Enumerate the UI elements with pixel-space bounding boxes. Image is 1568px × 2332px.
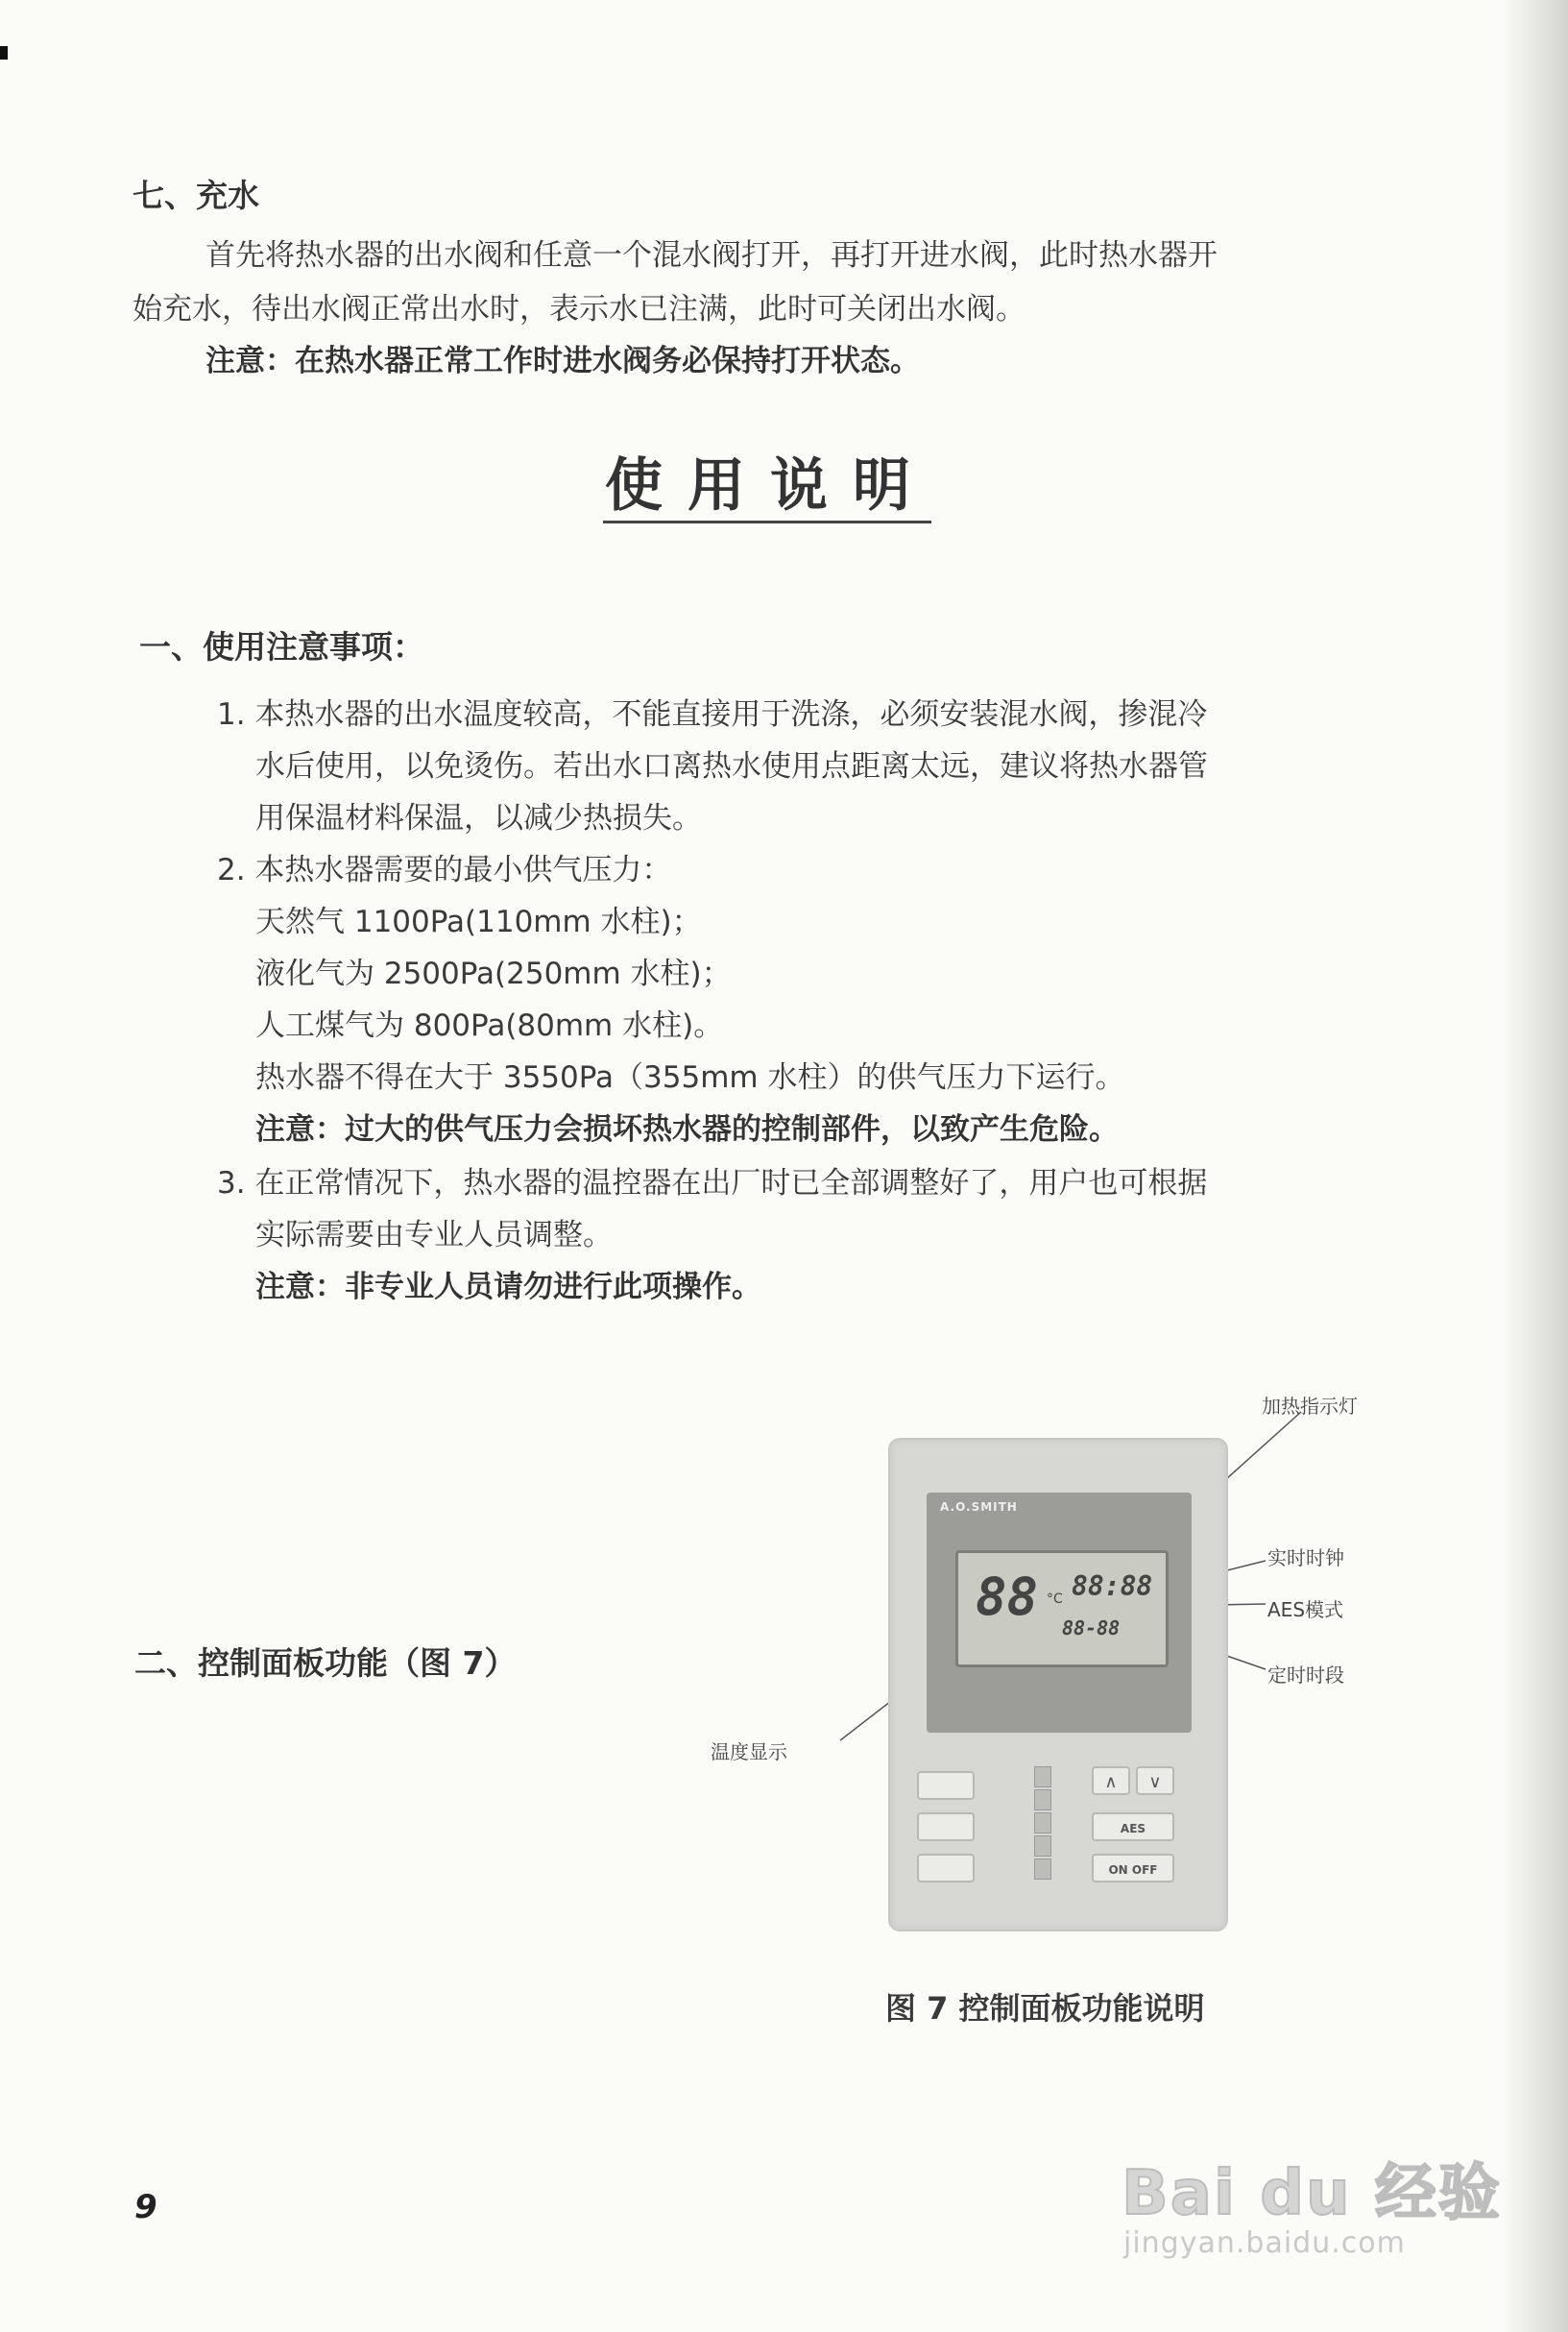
page-number: 9 bbox=[134, 2188, 157, 2226]
indicator-light-4 bbox=[1034, 1835, 1051, 1857]
indicator-light-5 bbox=[1034, 1858, 1051, 1880]
callout-temp-display: 温度显示 bbox=[711, 1740, 787, 1763]
callout-heating-light: 加热指示灯 bbox=[1262, 1395, 1358, 1418]
notice-item1-line3: 用保温材料保温，以减少热损失。 bbox=[255, 801, 702, 836]
section7-line2: 始充水，待出水阀正常出水时，表示水已注满，此时可关闭出水阀。 bbox=[133, 292, 1025, 327]
section7-line1: 首先将热水器的出水阀和任意一个混水阀打开，再打开进水阀，此时热水器开 bbox=[205, 238, 1218, 273]
section7-note: 注意：在热水器正常工作时进水阀务必保持打开状态。 bbox=[205, 344, 920, 378]
notice-item2-line2: 天然气 1100Pa(110mm 水柱)； bbox=[255, 905, 702, 939]
notice-item3-line2: 实际需要由专业人员调整。 bbox=[255, 1218, 613, 1252]
panel-section-heading: 二、控制面板功能（图 7） bbox=[134, 1644, 517, 1682]
section7-heading: 七、充水 bbox=[133, 177, 259, 214]
notice-item1-line2: 水后使用，以免烫伤。若出水口离热水使用点距离太远，建议将热水器管 bbox=[255, 749, 1208, 784]
heating-indicator-light bbox=[1034, 1766, 1051, 1787]
figure-caption: 图 7 控制面板功能说明 bbox=[885, 1990, 1205, 2027]
callout-timer-period: 定时时段 bbox=[1267, 1664, 1344, 1687]
mode-button-3 bbox=[917, 1854, 975, 1883]
notice-item3-note: 注意：非专业人员请勿进行此项操作。 bbox=[255, 1270, 761, 1304]
notice-heading: 一、使用注意事项： bbox=[139, 628, 424, 666]
mode-button-2 bbox=[917, 1812, 975, 1841]
on-off-button: ON OFF bbox=[1092, 1854, 1174, 1883]
panel-display-area bbox=[927, 1493, 1192, 1733]
lcd-temperature-unit: °C bbox=[1047, 1591, 1063, 1607]
notice-item2-line1: 2. 本热水器需要的最小供气压力： bbox=[217, 853, 672, 887]
page-title: 使用说明 bbox=[605, 452, 935, 520]
lcd-temperature: 88 bbox=[976, 1567, 1039, 1627]
control-panel-illustration bbox=[888, 1438, 1228, 1931]
baidu-watermark-logo: Bai du 经验 bbox=[1122, 2158, 1502, 2229]
indicator-light-2 bbox=[1034, 1789, 1051, 1810]
baidu-watermark-url: jingyan.baidu.com bbox=[1123, 2226, 1406, 2260]
brand-logo: A.O.SMITH bbox=[940, 1500, 1018, 1514]
mode-button-1 bbox=[917, 1771, 975, 1800]
notice-item1-line1: 1. 本热水器的出水温度较高，不能直接用于洗涤，必须安装混水阀，掺混冷 bbox=[217, 697, 1208, 732]
callout-aes-mode: AES模式 bbox=[1267, 1598, 1344, 1621]
notice-item2-line3: 液化气为 2500Pa(250mm 水柱)； bbox=[255, 957, 732, 991]
up-button: ∧ bbox=[1092, 1766, 1130, 1795]
lcd-clock: 88:88 bbox=[1072, 1570, 1153, 1602]
notice-item2-line4: 人工煤气为 800Pa(80mm 水柱)。 bbox=[255, 1008, 724, 1043]
notice-item3-line1: 3. 在正常情况下，热水器的温控器在出厂时已全部调整好了，用户也可根据 bbox=[217, 1166, 1208, 1201]
down-button: ∨ bbox=[1136, 1766, 1174, 1795]
indicator-light-3 bbox=[1034, 1812, 1051, 1834]
aes-button: AES bbox=[1092, 1812, 1174, 1841]
lcd-timer: 88-88 bbox=[1062, 1616, 1121, 1640]
notice-item2-note: 注意：过大的供气压力会损坏热水器的控制部件，以致产生危险。 bbox=[255, 1112, 1119, 1147]
callout-realtime-clock: 实时时钟 bbox=[1267, 1546, 1344, 1569]
lcd-screen bbox=[955, 1550, 1169, 1667]
notice-item2-line5: 热水器不得在大于 3550Pa（355mm 水柱）的供气压力下运行。 bbox=[255, 1060, 1125, 1095]
